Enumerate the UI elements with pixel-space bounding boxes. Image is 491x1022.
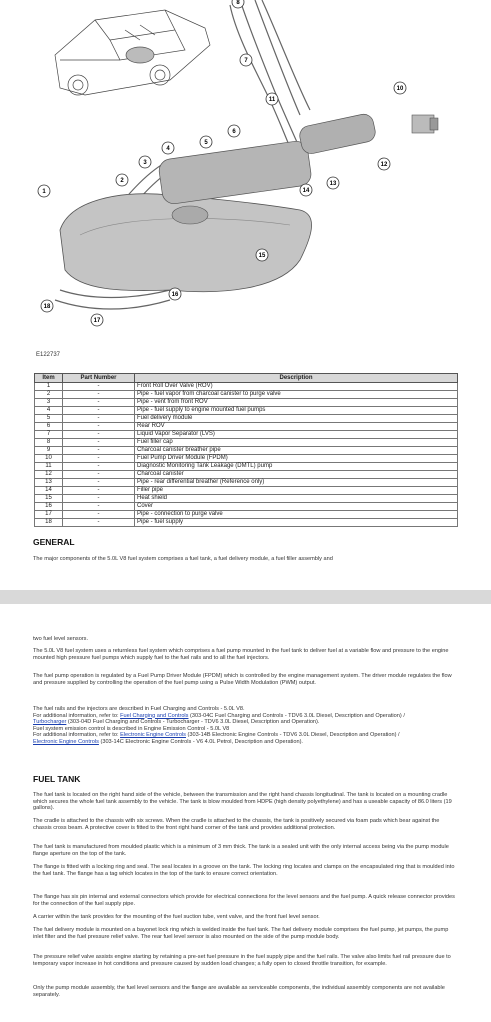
table-row [35,503,458,511]
item-cell: 8 [35,439,63,447]
page-separator [0,590,491,604]
fuel-tank [60,140,312,292]
item-cell: 3 [35,399,63,407]
item-cell: 1 [35,383,63,391]
description-cell: Pipe - rear differential breather (Reference only) [135,479,458,487]
table-row [35,447,458,455]
part-number-cell: - [63,463,135,471]
svg-text:10: 10 [396,86,404,92]
description-cell: Pipe - connection to purge valve [135,511,458,519]
table-row [35,487,458,495]
table-row [35,415,458,423]
emission-control-text: Fuel system emission control is described in Engine Emission Control - 5.0L V8 [33,725,230,732]
reference-line-4: Electronic Engine Controls (303-14C Electronic Engine Controls - V6 4.0L Petrol, Description and Operation). [33,738,303,745]
figure-id: E122737 [36,352,61,358]
part-number-cell: - [63,455,135,463]
fuel-tank-paragraph-9: Only the pump module assembly, the fuel level sensors and the flange are available as serviceable components, the individual assembly components are not available separately. [33,985,445,998]
table-row [35,455,458,463]
description-cell: Diagnostic Monitoring Tank Leakage (DMTL) pump [135,463,458,471]
reference-line-3: For additional information, refer to: Electronic Engine Controls (303-14B Electronic Engine Controls - TDV6 3.0L Diesel, Description and Operation) / [33,732,400,739]
svg-text:4: 4 [166,146,170,152]
svg-text:13: 13 [329,181,337,187]
description-cell: Rear ROV [135,423,458,431]
fuel-tank-paragraph-2: The cradle is attached to the chassis with six screws. When the cradle is attached to the chassis, the tank is positively secured via foam pads which bear against the chassis cross beam. A protective cover is fitted to the front right hand corner of the tank and provides additional protection. [33,818,440,831]
item-cell: 14 [35,487,63,495]
svg-text:11: 11 [268,97,276,103]
vehicle-illustration [55,10,210,95]
fuel-tank-paragraph-8: The pressure relief valve assists engine starting by retaining a pre-set fuel pressure in the fuel supply pipe and the fuel rails. The valve also limits fuel rail pressure due to temporary vapor increase in hot conditions and pressure caused by sudden load changes; a fully open to closed throttle transition, for example. [33,954,451,967]
table-row [35,519,458,527]
electronic-engine-controls-link-2[interactable]: Electronic Engine Controls [33,738,99,745]
item-cell: 12 [35,471,63,479]
item-cell: 7 [35,431,63,439]
table-row [35,423,458,431]
fuel-tank-paragraph-7: The fuel delivery module is mounted on a bayonet lock ring which is welded inside the fuel tank. The fuel delivery module comprises the fuel pump, jet pumps, the pump inlet filter and the fuel pressure relief valve. The rear fuel level sensor is also mounted on the side of the pump module body. [33,927,449,940]
part-number-cell: - [63,511,135,519]
part-number-cell: - [63,519,135,527]
item-cell: 4 [35,407,63,415]
part-number-cell: - [63,399,135,407]
part-number-cell: - [63,447,135,455]
general-paragraph-3: The fuel pump operation is regulated by a Fuel Pump Driver Module (FPDM) which is controlled by the engine management system. The driver module regulates the flow and pressure supplied by controlling the operation of the fuel pump using a Pulse Width Modulation (PWM) output. [33,673,452,686]
part-number-cell: - [63,487,135,495]
description-cell: Filler pipe [135,487,458,495]
part-number-cell: - [63,415,135,423]
electronic-engine-controls-link-1[interactable]: Electronic Engine Controls [120,732,186,739]
parts-table [34,373,458,527]
table-row [35,471,458,479]
svg-text:15: 15 [258,253,266,259]
item-cell: 2 [35,391,63,399]
svg-text:8: 8 [236,0,240,6]
part-number-cell: - [63,503,135,511]
table-row [35,407,458,415]
description-cell: Pipe - fuel vapor from charcoal canister to purge valve [135,391,458,399]
fuel-tank-paragraph-6: A carrier within the tank provides for the mounting of the fuel suction tube, vent valve, and the front fuel level sensor. [33,914,320,920]
fuel-rails-text: The fuel rails and the injectors are described in Fuel Charging and Controls - 5.0L V8. [33,706,245,712]
item-cell: 16 [35,503,63,511]
general-paragraph-1: The major components of the 5.0L V8 fuel system comprises a fuel tank, a fuel delivery module, a fuel filler assembly and [33,556,333,562]
item-cell: 15 [35,495,63,503]
fuel-tank-paragraph-1: The fuel tank is located on the right hand side of the vehicle, between the transmission and the right hand chassis longitudinal. The tank is located on a mounting cradle which secures the whole fuel tank assembly to the vehicle. The tank is blow moulded from HDPE (high density polyethylene) and has a useable capacity of 86.0 liters (19 gallons). [33,792,452,812]
svg-text:12: 12 [380,162,388,168]
svg-text:1: 1 [42,189,46,195]
table-row [35,391,458,399]
table-row [35,383,458,391]
part-number-cell: - [63,439,135,447]
fuel-tank-paragraph-5: The flange has six pin internal and external connectors which provide for electrical connections for the level sensors and the fuel pump. A quick release connector provides for the connection of the fuel supply pipe. [33,894,455,907]
table-row [35,399,458,407]
svg-text:5: 5 [204,140,208,146]
svg-text:6: 6 [232,129,236,135]
table-row [35,439,458,447]
description-cell: Charcoal canister breather pipe [135,447,458,455]
table-row [35,431,458,439]
item-cell: 5 [35,415,63,423]
description-cell: Cover [135,503,458,511]
part-number-cell: - [63,479,135,487]
table-row [35,479,458,487]
item-cell: 9 [35,447,63,455]
description-cell: Fuel delivery module [135,415,458,423]
charcoal-canister [298,112,438,155]
svg-text:7: 7 [244,58,248,64]
column-header-part-number: Part Number [63,374,135,383]
heading-general: GENERAL [33,537,75,547]
svg-text:17: 17 [93,318,101,324]
description-cell: Pipe - fuel supply [135,519,458,527]
svg-text:14: 14 [302,188,310,194]
description-cell: Front Roll Over Valve (ROV) [135,383,458,391]
reference-line-2: Turbocharger (303-04D Fuel Charging and Controls - Turbocharger - TDV6 3.0L Diesel, Description and Operation). [33,719,320,726]
document-page-2 [0,604,491,1022]
item-cell: 6 [35,423,63,431]
svg-text:18: 18 [43,304,51,310]
part-number-cell: - [63,495,135,503]
description-cell: Fuel filler cap [135,439,458,447]
fuel-charging-link[interactable]: Fuel Charging and Controls [120,712,189,719]
reference-line-1: For additional information, refer to: Fuel Charging and Controls (303-04C Fuel Charging and Controls - TDV6 3.0L Diesel, Description and Operation) / [33,712,405,719]
fuel-tank-paragraph-4: The flange is fitted with a locking ring and seal. The seal locates in a groove on the tank. The locking ring locates and clamps on the encapsulated ring that is moulded into the fuel tank. The flange has a tag which locates in the top of the tank to ensure correct orientation. [33,864,455,877]
svg-text:16: 16 [171,292,179,298]
item-cell: 10 [35,455,63,463]
description-cell: Heat shield [135,495,458,503]
table-row [35,463,458,471]
general-paragraph-1-continued: two fuel level sensors. [33,636,89,642]
part-number-cell: - [63,383,135,391]
column-header-item: Item [35,374,63,383]
svg-text:3: 3 [143,160,147,166]
item-cell: 17 [35,511,63,519]
general-paragraph-2: The 5.0L V8 fuel system uses a returnless fuel system which comprises a fuel pump mounted in the fuel tank to deliver fuel at a variable flow and pressure to the engine mounted high pressure fuel pumps which supply fuel to the fuel rails and to all the fuel injectors. [33,648,449,661]
item-cell: 18 [35,519,63,527]
fuel-system-diagram [0,0,491,368]
description-cell: Charcoal canister [135,471,458,479]
part-number-cell: - [63,471,135,479]
description-cell: Liquid Vapor Separator (LVS) [135,431,458,439]
part-number-cell: - [63,423,135,431]
heading-fuel-tank: FUEL TANK [33,774,81,784]
table-row [35,511,458,519]
part-number-cell: - [63,391,135,399]
part-number-cell: - [63,431,135,439]
item-cell: 11 [35,463,63,471]
description-cell: Fuel Pump Driver Module (FPDM) [135,455,458,463]
column-header-description: Description [135,374,458,383]
svg-text:2: 2 [120,178,124,184]
item-cell: 13 [35,479,63,487]
description-cell: Pipe - fuel supply to engine mounted fuel pumps [135,407,458,415]
description-cell: Pipe - vent from front ROV [135,399,458,407]
table-row [35,495,458,503]
turbocharger-link[interactable]: Turbocharger [33,719,67,726]
general-paragraph-4 [33,706,459,746]
table-header-row [35,374,458,383]
part-number-cell: - [63,407,135,415]
fuel-tank-paragraph-3: The fuel tank is manufactured from moulded plastic which is a minimum of 3 mm thick. The tank is a sealed unit with the only internal access being via the pump module flange aperture on the top of the tank. [33,844,449,857]
